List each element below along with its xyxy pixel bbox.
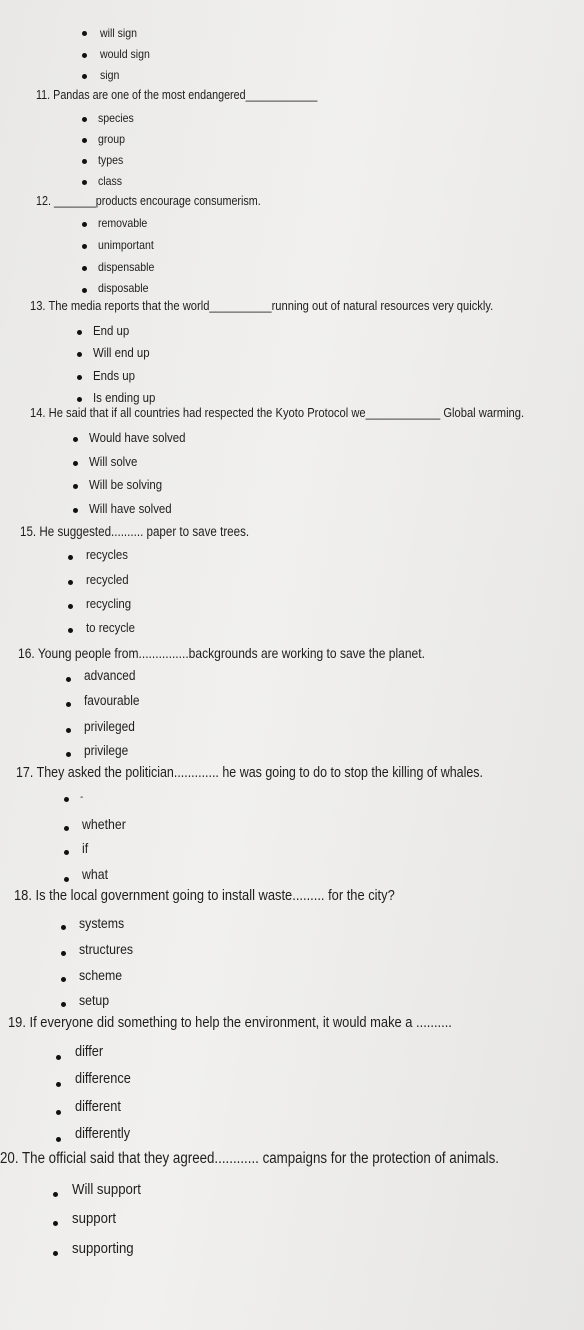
option-q11-2[interactable]: group (98, 132, 126, 146)
bullet (68, 604, 73, 609)
option-q15-2[interactable]: recycled (86, 572, 129, 587)
bullet (82, 138, 87, 143)
option-q17-4[interactable]: what (82, 866, 109, 882)
option-q20-1[interactable]: Will support (72, 1181, 141, 1198)
question-12: 12. _______products encourage consumerism. (36, 194, 261, 208)
bullet (73, 508, 78, 513)
option-q15-4[interactable]: to recycle (86, 620, 135, 635)
bullet (73, 461, 78, 466)
bullet (64, 826, 69, 831)
bullet (82, 288, 87, 293)
bullet (56, 1082, 61, 1087)
bullet (82, 244, 87, 249)
question-17: 17. They asked the politician............. he was going to do to stop the killing of whales. (16, 765, 484, 781)
option-q19-2[interactable]: difference (75, 1071, 131, 1087)
bullet (66, 677, 71, 682)
bullet (77, 352, 82, 357)
option-q16-3[interactable]: privileged (84, 719, 135, 734)
question-18: 18. Is the local government going to install waste......... for the city? (14, 887, 395, 904)
option-q20-3[interactable]: supporting (72, 1240, 134, 1257)
option-q14-2[interactable]: Will solve (89, 454, 138, 469)
bullet (73, 484, 78, 489)
option-q13-4[interactable]: Is ending up (93, 390, 156, 405)
bullet (82, 31, 87, 36)
bullet (66, 752, 71, 757)
bullet (82, 266, 87, 271)
bullet (68, 580, 73, 585)
bullet (64, 797, 69, 802)
option-q12-3[interactable]: dispensable (98, 260, 155, 274)
option-q11-3[interactable]: types (98, 153, 124, 167)
option-q18-3[interactable]: scheme (79, 967, 123, 983)
bullet (82, 180, 87, 185)
question-13: 13. The media reports that the world__________running out of natural resources very quickly. (30, 298, 494, 313)
option-q10-1[interactable]: will sign (100, 26, 137, 40)
option-q12-4[interactable]: disposable (98, 281, 149, 295)
bullet (64, 877, 69, 882)
option-q11-4[interactable]: class (98, 174, 123, 188)
bullet (68, 555, 73, 560)
bullet (82, 222, 87, 227)
bullet (82, 159, 87, 164)
option-q18-4[interactable]: setup (79, 992, 110, 1008)
option-q15-3[interactable]: recycling (86, 596, 132, 611)
bullet (56, 1055, 61, 1060)
question-11: 11. Pandas are one of the most endangered____________ (36, 88, 318, 102)
option-q18-1[interactable]: systems (79, 915, 125, 931)
option-q12-2[interactable]: unimportant (98, 238, 154, 252)
bullet (82, 117, 87, 122)
option-q16-4[interactable]: privilege (84, 743, 129, 758)
bullet (56, 1137, 61, 1142)
bullet (61, 1002, 66, 1007)
option-q16-1[interactable]: advanced (84, 668, 136, 683)
bullet (53, 1251, 58, 1256)
option-q14-4[interactable]: Will have solved (89, 501, 172, 516)
option-q13-2[interactable]: Will end up (93, 345, 150, 360)
option-q13-3[interactable]: Ends up (93, 368, 135, 383)
option-q13-1[interactable]: End up (93, 323, 130, 338)
option-q14-1[interactable]: Would have solved (89, 430, 186, 445)
bullet (82, 74, 87, 79)
option-q19-3[interactable]: different (75, 1099, 121, 1115)
bullet (64, 850, 69, 855)
option-q20-2[interactable]: support (72, 1210, 117, 1227)
bullet (53, 1192, 58, 1197)
option-q15-1[interactable]: recycles (86, 547, 128, 562)
option-q19-1[interactable]: differ (75, 1044, 104, 1060)
bullet (73, 437, 78, 442)
question-15: 15. He suggested.......... paper to save trees. (20, 524, 250, 539)
bullet (61, 925, 66, 930)
option-q12-1[interactable]: removable (98, 216, 148, 230)
question-16: 16. Young people from...............backgrounds are working to save the planet. (18, 645, 425, 661)
bullet (66, 728, 71, 733)
bullet (68, 628, 73, 633)
option-q10-2[interactable]: would sign (100, 47, 150, 61)
bullet (77, 330, 82, 335)
option-q11-1[interactable]: species (98, 111, 134, 125)
option-q10-3[interactable]: sign (100, 68, 120, 82)
bullet (56, 1110, 61, 1115)
option-q17-1[interactable]: - (80, 792, 84, 803)
question-20: 20. The official said that they agreed............ campaigns for the protection of animals. (0, 1150, 499, 1167)
option-q14-3[interactable]: Will be solving (89, 477, 163, 492)
question-14: 14. He said that if all countries had respected the Kyoto Protocol we____________ Global warming. (30, 405, 525, 420)
bullet (82, 53, 87, 58)
bullet (66, 702, 71, 707)
option-q17-2[interactable]: whether (82, 816, 126, 832)
option-q18-2[interactable]: structures (79, 941, 134, 957)
bullet (77, 397, 82, 402)
option-q16-2[interactable]: favourable (84, 693, 140, 708)
bullet (61, 977, 66, 982)
option-q17-3[interactable]: if (82, 840, 89, 856)
bullet (61, 951, 66, 956)
option-q19-4[interactable]: differently (75, 1126, 131, 1142)
bullet (53, 1221, 58, 1226)
question-19: 19. If everyone did something to help the environment, it would make a .......... (8, 1014, 452, 1031)
bullet (77, 375, 82, 380)
